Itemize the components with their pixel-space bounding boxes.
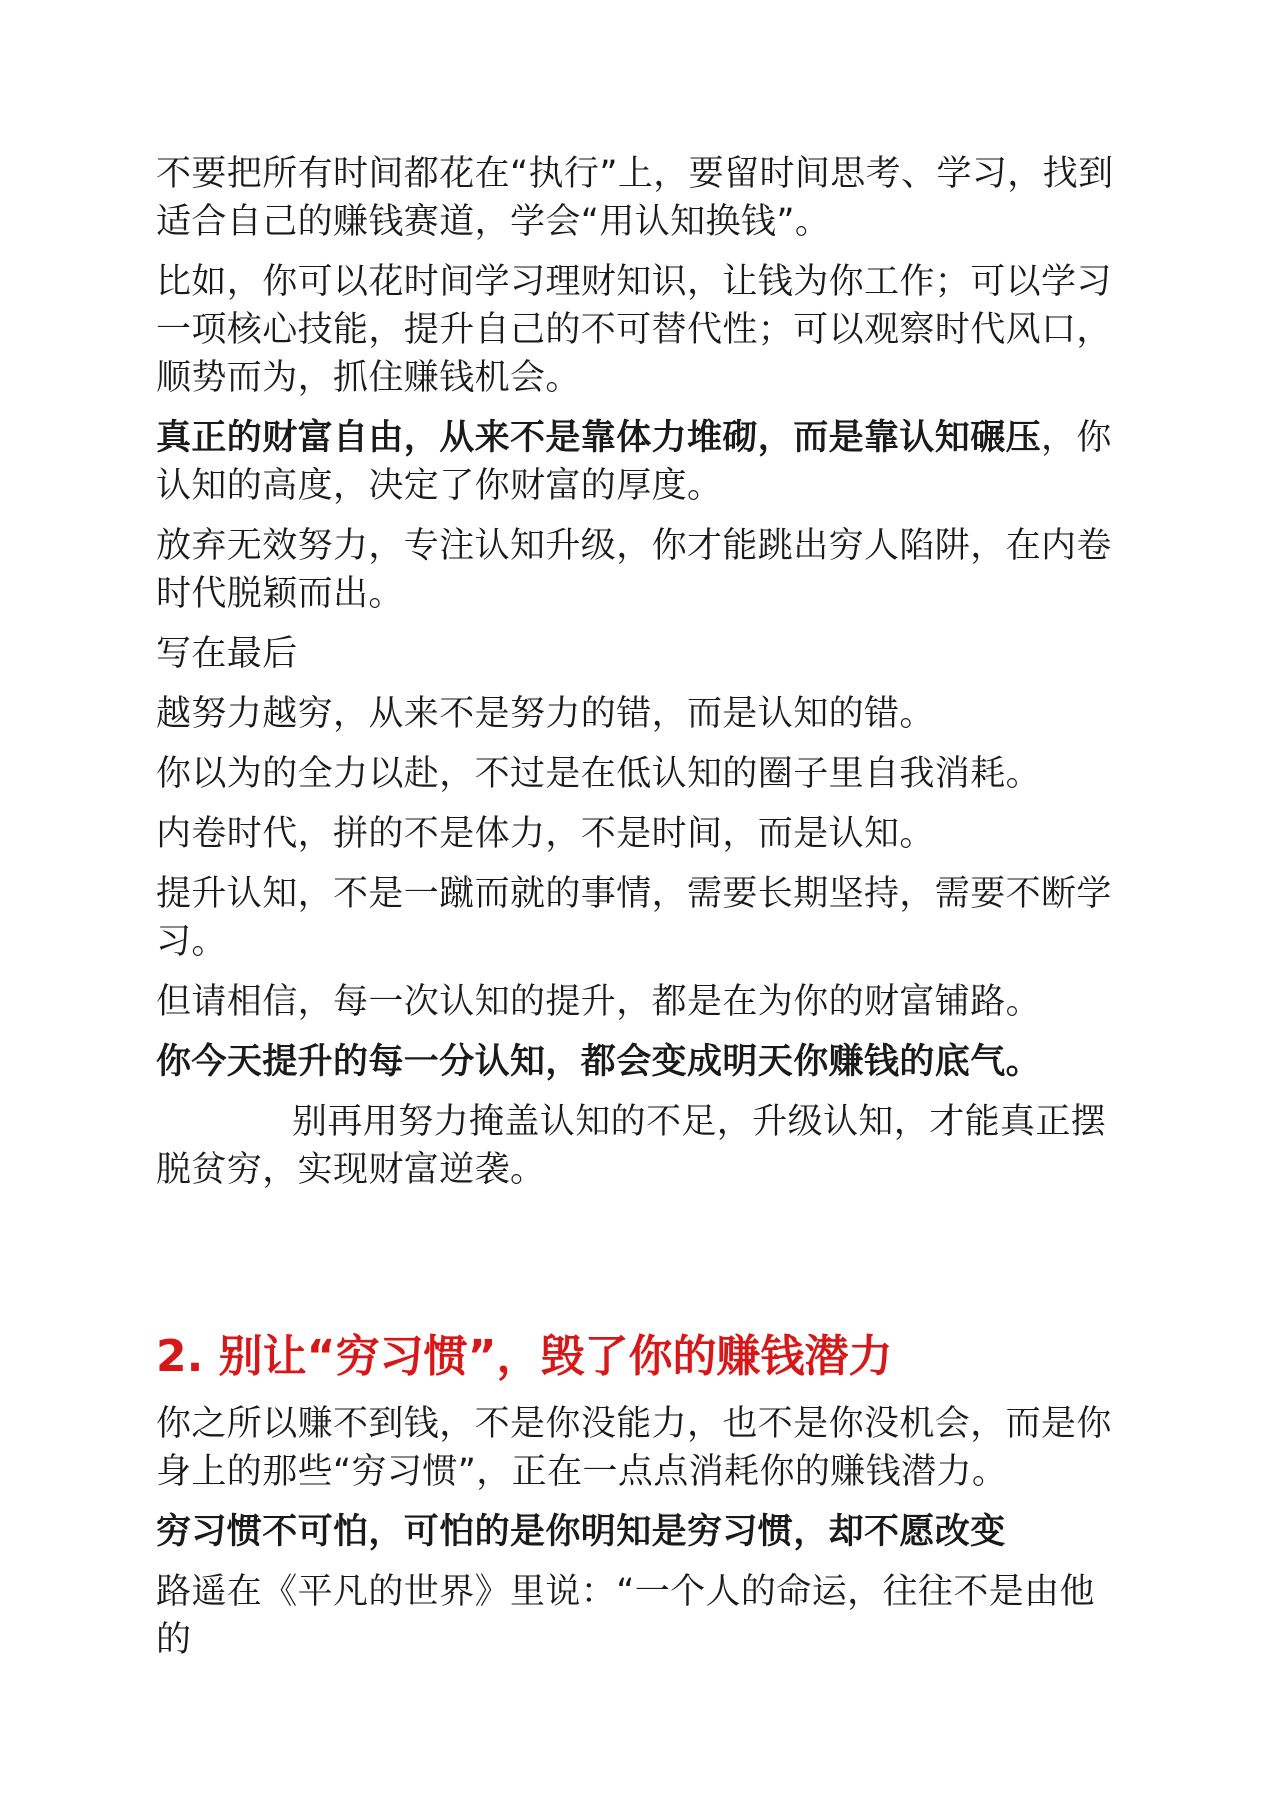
paragraph-examples: 比如，你可以花时间学习理财知识，让钱为你工作；可以学习一项核心技能，提升自己的不可替代性；可以观察时代风口，顺势而为，抓住赚钱机会。 <box>156 262 1112 398</box>
paragraph-upgrade-cognition: 别再用努力掩盖认知的不足，升级认知，才能真正摆脱贫穷，实现财富逆袭。 <box>156 1102 1107 1190</box>
paragraph-self-consumption: 你以为的全力以赴，不过是在低认知的圈子里自我消耗。 <box>156 754 1042 794</box>
paragraph-unwilling-change: 穷习惯不可怕，可怕的是你明知是穷习惯，却不愿改变 <box>156 1512 1006 1552</box>
emphasis-text: 真正的财富自由，从来不是靠体力堆砌，而是靠认知碾压 <box>156 418 1042 458</box>
paragraph-wealth-freedom <box>156 414 1121 510</box>
paragraph-long-term: 提升认知，不是一蹴而就的事情，需要长期坚持，需要不断学习。 <box>156 874 1112 962</box>
paragraph-poor-habits: 你之所以赚不到钱，不是你没能力，也不是你没机会，而是你身上的那些“穷习惯”，正在一点点消耗你的赚钱潜力。 <box>156 1404 1112 1492</box>
paragraph-abandon-ineffective: 放弃无效努力，专注认知升级，你才能跳出穷人陷阱，在内卷时代脱颖而出。 <box>156 526 1112 614</box>
section-spacer <box>156 1206 1121 1328</box>
paragraph-time-for-thinking: 不要把所有时间都花在“执行”上，要留时间思考、学习，找到适合自己的赚钱赛道，学会“用认知换钱”。 <box>156 154 1114 242</box>
paragraph-quote: 路遥在《平凡的世界》里说：“一个人的命运，往往不是由他的 <box>156 1572 1095 1660</box>
document-page <box>156 150 1121 1676</box>
subheading-conclusion: 写在最后 <box>156 634 298 674</box>
paragraph-poorer: 越努力越穷，从来不是努力的错，而是认知的错。 <box>156 694 935 734</box>
paragraph-involution: 内卷时代，拼的不是体力，不是时间，而是认知。 <box>156 814 935 854</box>
paragraph-believe: 但请相信，每一次认知的提升，都是在为你的财富铺路。 <box>156 982 1042 1022</box>
section-heading: 2. 别让“穷习惯”，毁了你的赚钱潜力 <box>156 1331 893 1382</box>
paragraph-confidence: 你今天提升的每一分认知，都会变成明天你赚钱的底气。 <box>156 1042 1042 1082</box>
paragraph-rest: ，你认知的高度，决定了你财富的厚度。 <box>156 418 1112 506</box>
